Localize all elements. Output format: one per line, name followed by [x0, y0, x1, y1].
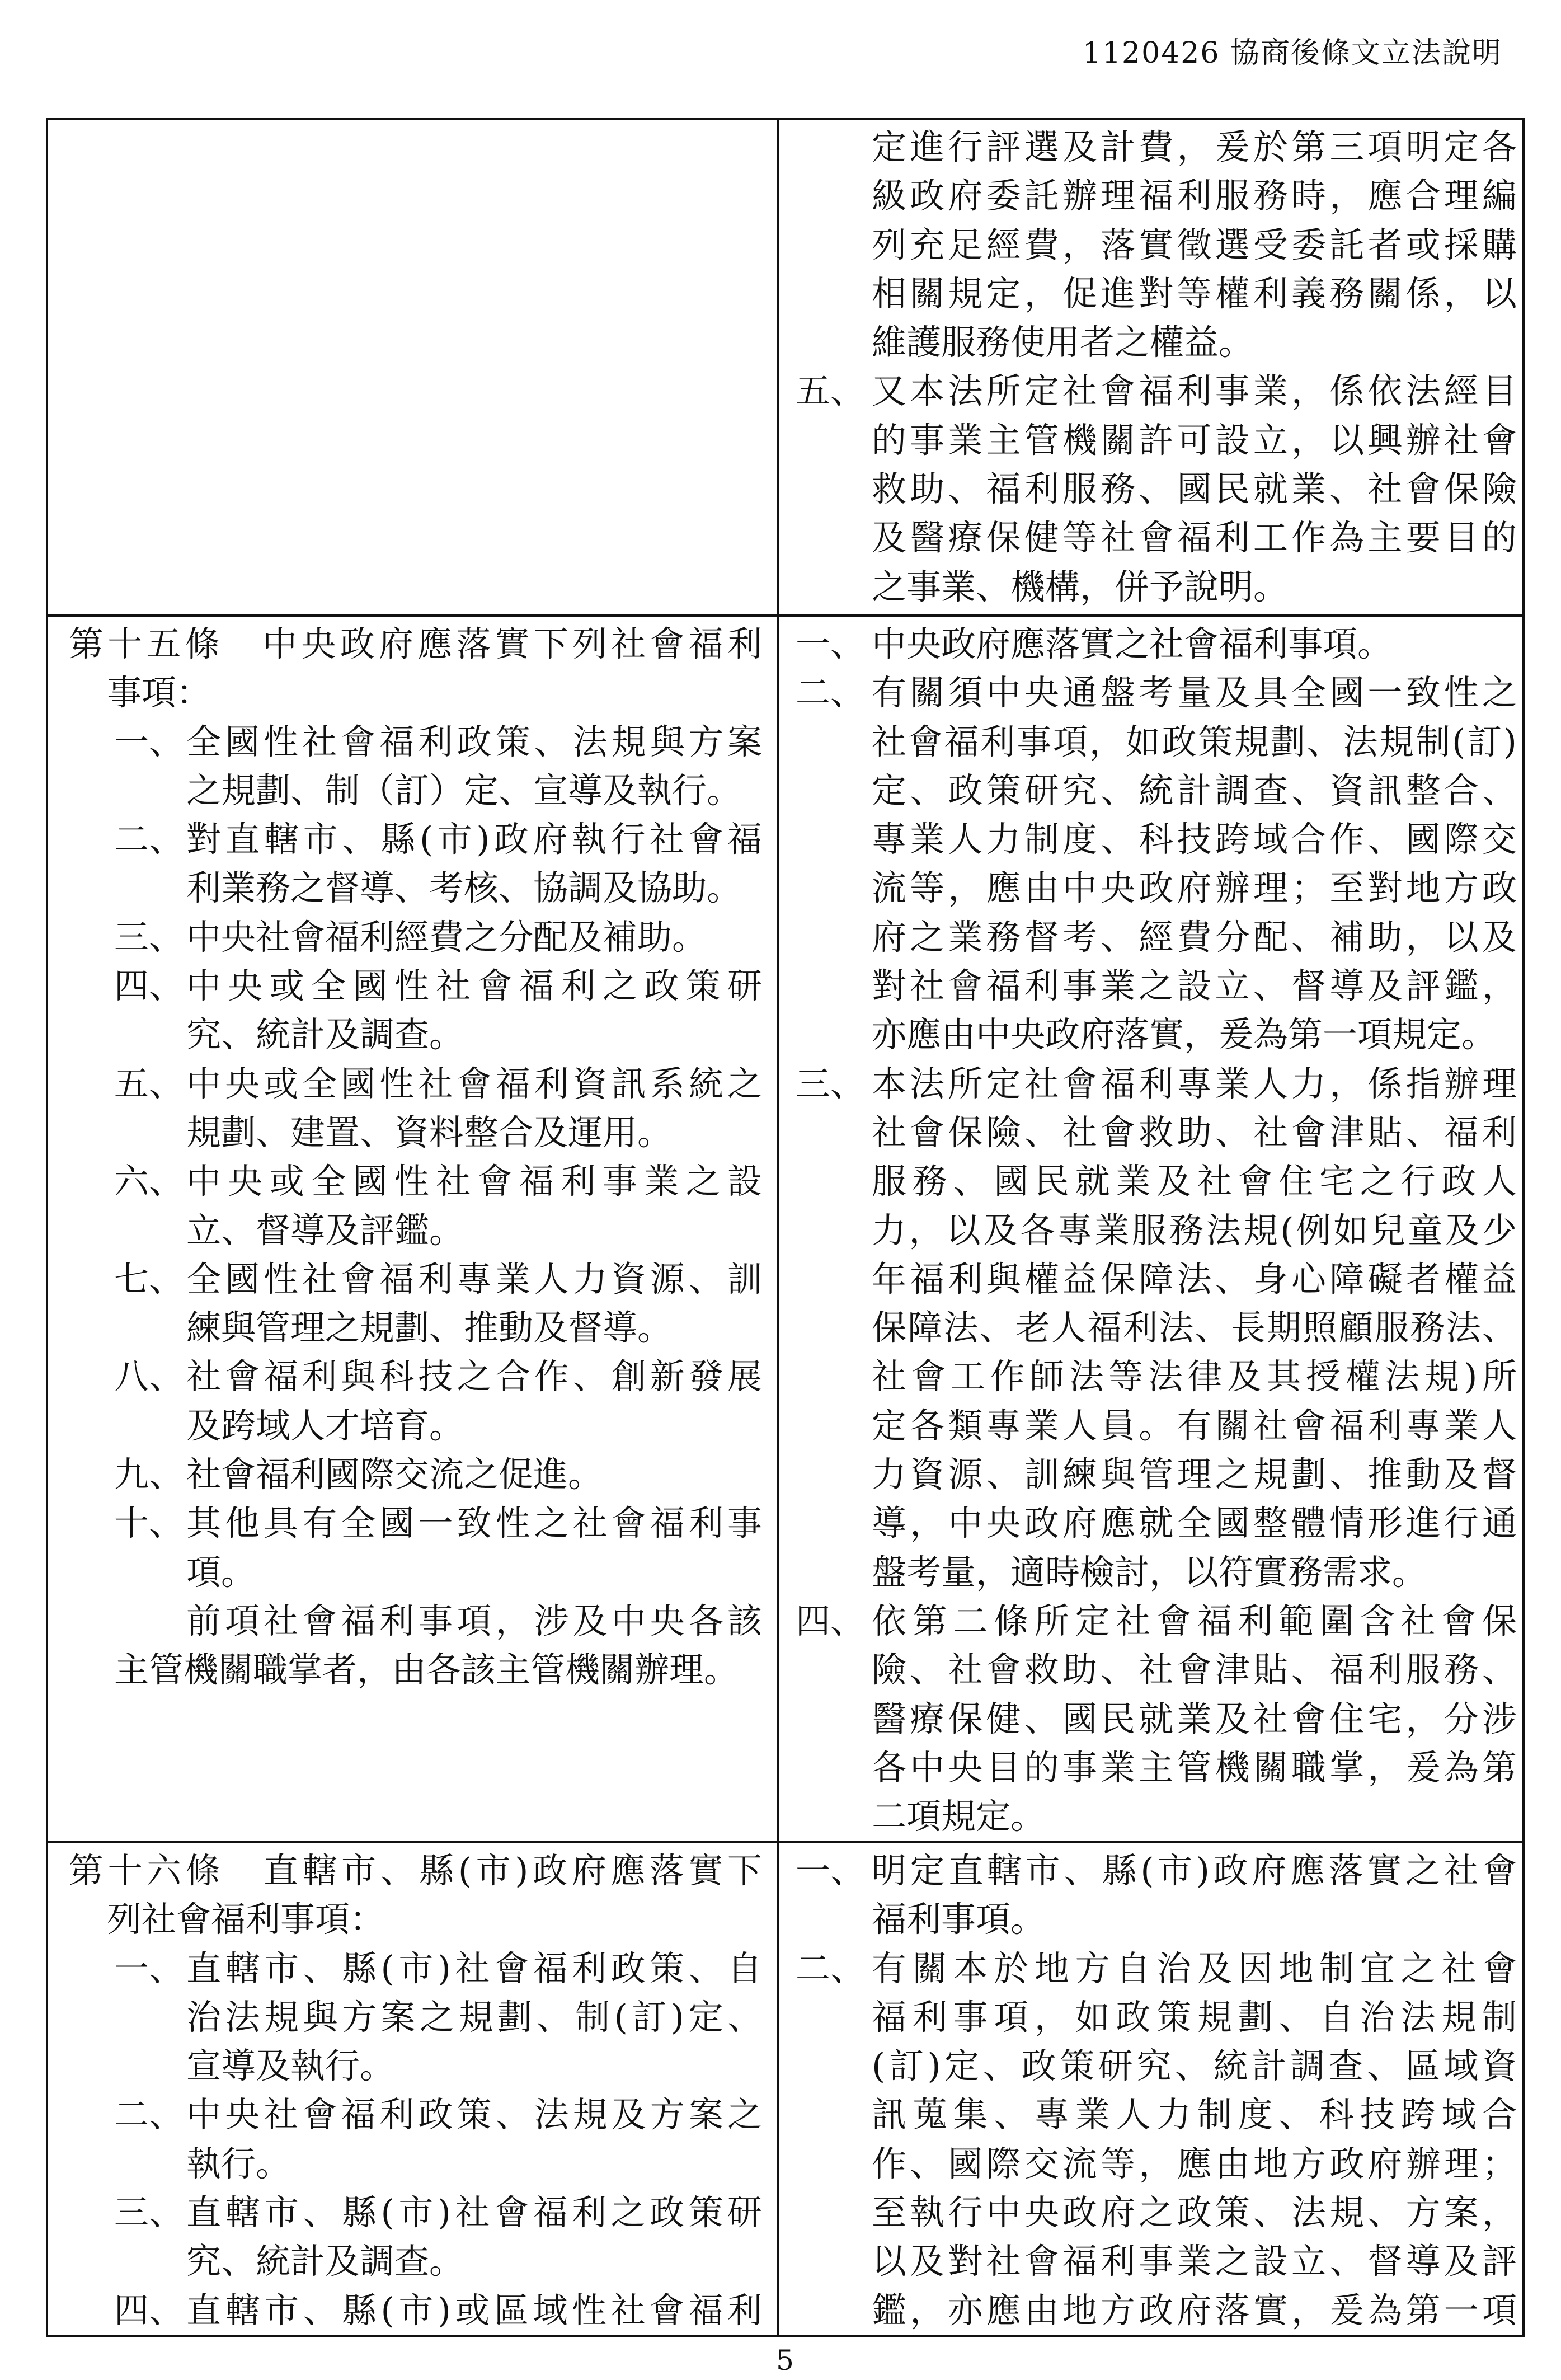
text-line: 府之業務督考、經費分配、補助，以及 — [872, 916, 1521, 957]
text-line: 級政府委託辦理福利服務時，應合理編 — [872, 175, 1521, 217]
explanation-cell — [779, 120, 1522, 614]
text-line: 第十五條 中央政府應落實下列社會福利 — [69, 623, 767, 664]
item-number: 三、 — [114, 2192, 184, 2233]
text-line: 直轄市、縣(市)社會福利政策、自 — [186, 1947, 767, 1989]
text-line: 對直轄市、縣(市)政府執行社會福 — [186, 819, 767, 860]
text-line: 有關本於地方自治及因地制宜之社會 — [872, 1947, 1523, 1989]
text-line: 直轄市、縣(市)或區域性社會福利 — [186, 2289, 767, 2331]
item-number: 五、 — [796, 370, 866, 412]
text-line: 訊蒐集、專業人力制度、科技跨域合 — [872, 2094, 1523, 2135]
text-line: 利業務之督導、考核、協調及協助。 — [186, 867, 742, 909]
paragraph — [48, 1597, 777, 1694]
item-number: 六、 — [114, 1161, 184, 1202]
item-number: 七、 — [114, 1258, 184, 1299]
list-item — [48, 1255, 777, 1353]
text-line: 醫療保健、國民就業及社會住宅，分涉 — [872, 1698, 1521, 1739]
text-line: 社會保險、社會救助、社會津貼、福利 — [872, 1111, 1521, 1153]
item-number: 二、 — [114, 819, 184, 860]
list-item — [779, 1846, 1522, 1944]
item-number: 一、 — [796, 1850, 866, 1891]
text-line: 定、政策研究、統計調查、資訊整合、 — [872, 769, 1521, 811]
text-line: 其他具有全國一致性之社會福利事 — [186, 1503, 767, 1544]
item-number: 一、 — [114, 721, 184, 762]
item-number: 四、 — [796, 1600, 866, 1641]
explanation-cell — [779, 617, 1522, 1841]
list-item — [48, 1944, 777, 2091]
text-line: 主管機關職掌者，由各該主管機關辦理。 — [114, 1649, 739, 1691]
article-cell — [48, 120, 779, 614]
text-line: 維護服務使用者之權益。 — [872, 322, 1254, 363]
text-line: 之規劃、制（訂）定、宣導及執行。 — [186, 769, 742, 811]
list-item — [48, 2286, 777, 2335]
list-item — [48, 961, 777, 1059]
item-number: 一、 — [796, 623, 866, 664]
item-number: 二、 — [796, 1947, 866, 1989]
text-line: 救助、福利服務、國民就業、社會保險 — [872, 468, 1521, 510]
text-line: 作、國際交流等，應由地方政府辦理； — [872, 2143, 1521, 2184]
article-cell — [48, 617, 779, 1841]
text-line: 中央或全國性社會福利之政策研 — [186, 965, 769, 1007]
text-line: 究、統計及調查。 — [186, 1014, 464, 1055]
text-line: 及跨域人才培育。 — [186, 1405, 464, 1446]
text-line: 立、督導及評鑑。 — [186, 1209, 464, 1251]
item-number: 九、 — [114, 1454, 184, 1495]
text-line: 福利事項，如政策規劃、自治法規制 — [872, 1996, 1523, 2038]
text-line: 各中央目的事業主管機關職掌，爰為第 — [872, 1747, 1521, 1788]
text-line: 中央或全國性社會福利事業之設 — [186, 1161, 769, 1202]
text-line: 盤考量，適時檢討，以符實務需求。 — [872, 1551, 1427, 1593]
item-number: 三、 — [114, 916, 184, 957]
list-item — [48, 2188, 777, 2286]
text-line: 保障法、老人福利法、長期照顧服務法、 — [872, 1307, 1518, 1349]
text-line: 宣導及執行。 — [186, 2045, 395, 2087]
item-number: 二、 — [796, 672, 866, 713]
list-item — [48, 1499, 777, 1597]
article-heading — [48, 1846, 777, 1944]
text-line: 中央社會福利經費之分配及補助。 — [186, 916, 707, 957]
text-line: 年福利與權益保障法、身心障礙者權益 — [872, 1258, 1521, 1299]
text-line: 專業人力制度、科技跨域合作、國際交 — [872, 819, 1521, 860]
text-line: 及醫療保健等社會福利工作為主要目的 — [872, 517, 1521, 558]
text-line: 社會工作師法等法律及其授權法規)所 — [872, 1356, 1522, 1397]
article-cell — [48, 1843, 779, 2335]
text-line: 社會福利事項，如政策規劃、法規制(訂) — [872, 721, 1518, 762]
item-number: 四、 — [114, 2289, 184, 2331]
continued-paragraph — [779, 123, 1522, 367]
text-line: 的事業主管機關許可設立，以興辦社會 — [872, 419, 1521, 461]
text-line: 中央或全國性社會福利資訊系統之 — [186, 1063, 767, 1104]
list-item — [48, 1059, 777, 1157]
table-row — [48, 1841, 1522, 2335]
text-line: 第十六條 直轄市、縣(市)政府應落實下 — [69, 1850, 767, 1891]
list-item — [48, 1352, 777, 1450]
item-number: 一、 — [114, 1947, 184, 1989]
text-line: 前項社會福利事項，涉及中央各該 — [186, 1600, 767, 1641]
list-item — [48, 2090, 777, 2188]
text-line: 以及對社會福利事業之設立、督導及評 — [872, 2241, 1521, 2282]
text-line: 全國性社會福利專業人力資源、訓 — [186, 1258, 767, 1299]
text-line: (訂)定、政策研究、統計調查、區域資 — [872, 2045, 1521, 2087]
text-line: 社會福利與科技之合作、創新發展 — [186, 1356, 767, 1397]
text-line: 又本法所定社會福利事業，係依法經目 — [872, 370, 1521, 412]
text-line: 定進行評選及計費，爰於第三項明定各 — [872, 126, 1521, 167]
text-line: 項。 — [186, 1551, 256, 1593]
text-line: 治法規與方案之規劃、制(訂)定、 — [186, 1996, 767, 2038]
provisions-table — [46, 118, 1525, 2337]
item-number: 十、 — [114, 1503, 184, 1544]
text-line: 列充足經費，落實徵選受委託者或採購 — [872, 224, 1521, 265]
list-item — [48, 815, 777, 913]
list-item — [779, 668, 1522, 1059]
page-number: 5 — [776, 2344, 794, 2377]
text-line: 二項規定。 — [872, 1796, 1046, 1837]
text-line: 列社會福利事項： — [107, 1899, 385, 1940]
text-line: 導，中央政府應就全國整體情形進行通 — [872, 1503, 1521, 1544]
text-line: 事項： — [107, 672, 211, 713]
article-heading — [48, 619, 777, 717]
text-line: 險、社會救助、社會津貼、福利服務、 — [872, 1649, 1521, 1691]
item-number: 八、 — [114, 1356, 184, 1397]
table-row — [48, 614, 1522, 1841]
text-line: 鑑，亦應由地方政府落實，爰為第一項 — [872, 2289, 1521, 2331]
table-row — [48, 120, 1522, 614]
text-line: 力，以及各專業服務法規(例如兒童及少 — [872, 1209, 1520, 1251]
text-line: 練與管理之規劃、推動及督導。 — [186, 1307, 673, 1349]
item-number: 五、 — [114, 1063, 184, 1104]
text-line: 本法所定社會福利專業人力，係指辦理 — [872, 1063, 1521, 1104]
text-line: 究、統計及調查。 — [186, 2241, 464, 2282]
explanation-cell — [779, 1843, 1522, 2335]
text-line: 依第二條所定社會福利範圍含社會保 — [872, 1600, 1523, 1641]
text-line: 相關規定，促進對等權利義務關係，以 — [872, 273, 1521, 314]
text-line: 定各類專業人員。有關社會福利專業人 — [872, 1405, 1521, 1446]
text-line: 全國性社會福利政策、法規與方案 — [186, 721, 767, 762]
text-line: 對社會福利事業之設立、督導及評鑑， — [872, 965, 1521, 1007]
text-line: 明定直轄市、縣(市)政府應落實之社會 — [872, 1850, 1521, 1891]
text-line: 至執行中央政府之政策、法規、方案， — [872, 2192, 1521, 2233]
list-item — [779, 1059, 1522, 1597]
text-line: 中央政府應落實之社會福利事項。 — [872, 623, 1393, 664]
list-item — [779, 1597, 1522, 1841]
text-line: 社會福利國際交流之促進。 — [186, 1454, 603, 1495]
list-item — [779, 1944, 1522, 2335]
text-line: 有關須中央通盤考量及具全國一致性之 — [872, 672, 1521, 713]
text-line: 之事業、機構，併予說明。 — [872, 566, 1289, 607]
text-line: 流等，應由中央政府辦理；至對地方政 — [872, 867, 1521, 909]
text-line: 執行。 — [186, 2143, 291, 2184]
text-line: 福利事項。 — [872, 1899, 1046, 1940]
text-line: 直轄市、縣(市)社會福利之政策研 — [186, 2192, 767, 2233]
page-header-title: 1120426 協商後條文立法說明 — [1082, 36, 1502, 70]
text-line: 中央社會福利政策、法規及方案之 — [186, 2094, 767, 2135]
text-line: 規劃、建置、資料整合及運用。 — [186, 1111, 673, 1153]
item-number: 三、 — [796, 1063, 866, 1104]
list-item — [48, 717, 777, 815]
list-item — [779, 367, 1522, 611]
list-item — [48, 1157, 777, 1255]
text-line: 力資源、訓練與管理之規劃、推動及督 — [872, 1454, 1521, 1495]
text-line: 服務、國民就業及社會住宅之行政人 — [872, 1161, 1523, 1202]
list-item — [48, 913, 777, 961]
list-item — [779, 619, 1522, 668]
list-item — [48, 1450, 777, 1499]
item-number: 四、 — [114, 965, 184, 1007]
item-number: 二、 — [114, 2094, 184, 2135]
text-line: 亦應由中央政府落實，爰為第一項規定。 — [872, 1014, 1497, 1055]
